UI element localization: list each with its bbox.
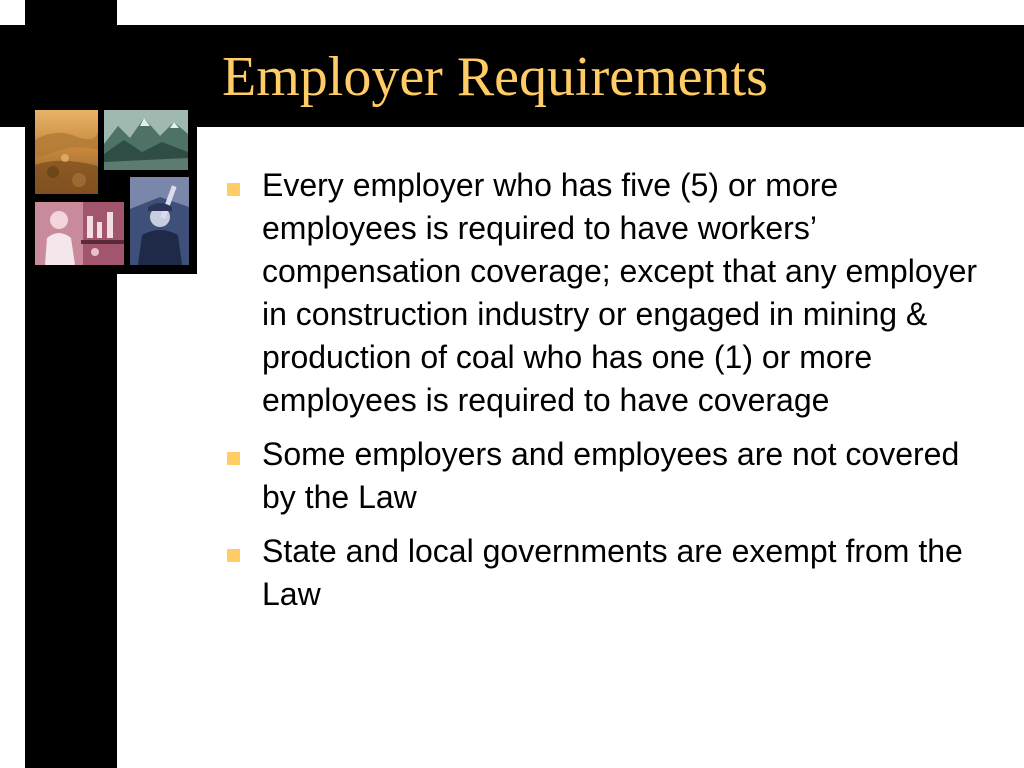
square-bullet-icon (227, 183, 240, 196)
bullet-item (222, 433, 992, 519)
slide-title: Employer Requirements (222, 46, 768, 108)
square-bullet-icon (227, 549, 240, 562)
lab-worker-photo-icon (35, 202, 124, 265)
square-bullet-icon (227, 452, 240, 465)
bullet-text: Every employer who has five (5) or more employees is required to have workers’ compensation coverage; except that any employer in construction industry or engaged in mining & production of coal who has one (1) or more employees is required to have coverage (262, 167, 978, 418)
mountains-photo-icon (104, 110, 188, 170)
bullet-text: Some employers and employees are not covered by the Law (262, 436, 960, 515)
bullet-text: State and local governments are exempt from the Law (262, 533, 963, 612)
farmland-photo-icon (35, 110, 98, 194)
bullet-item (222, 164, 992, 422)
bullet-item (222, 530, 992, 616)
bullet-list (222, 164, 992, 627)
mechanic-worker-photo-icon (130, 177, 189, 265)
